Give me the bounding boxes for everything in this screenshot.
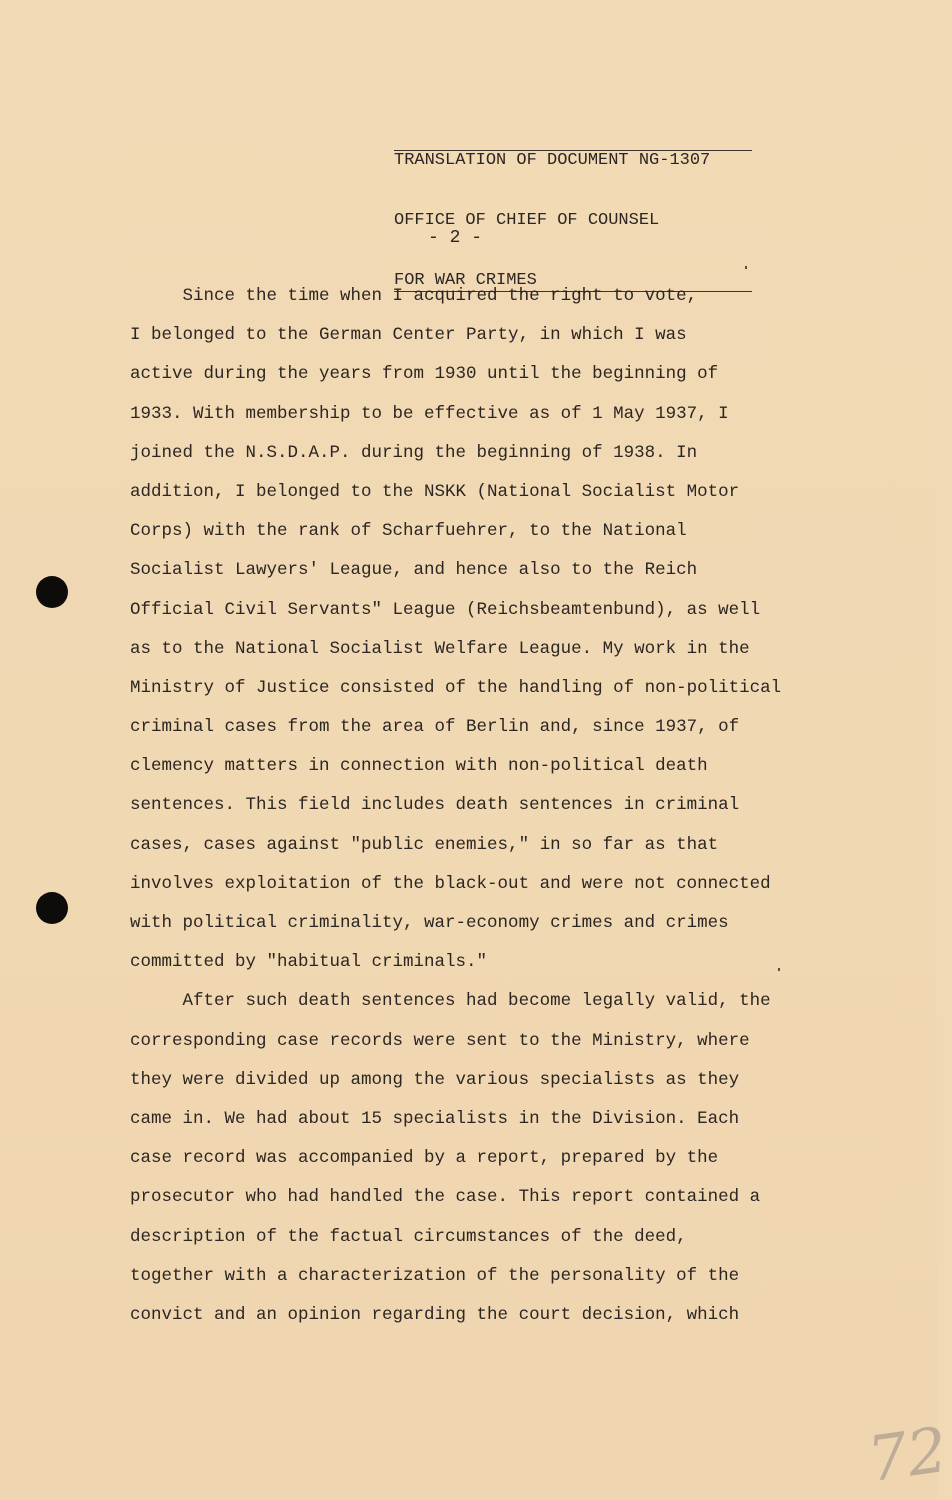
text-line: 1933. With membership to be effective as of 1 May 1937, I: [130, 403, 729, 424]
body-text: [130, 282, 870, 1340]
text-line: After such death sentences had become legally valid, the: [130, 991, 771, 1012]
header-title: TRANSLATION OF DOCUMENT NG-1307: [394, 150, 752, 171]
header-office: OFFICE OF CHIEF OF COUNSEL: [394, 211, 660, 230]
handwritten-folio-number: 72: [863, 1412, 952, 1497]
text-line: addition, I belonged to the NSKK (National Socialist Motor: [130, 481, 740, 502]
text-line: I belonged to the German Center Party, in which I was: [130, 325, 687, 346]
text-line: joined the N.S.D.A.P. during the beginning of 1938. In: [130, 442, 698, 463]
text-line: sentences. This field includes death sentences in criminal: [130, 795, 740, 816]
text-line: together with a characterization of the personality of the: [130, 1265, 740, 1286]
punch-hole: [36, 892, 68, 924]
text-line: Ministry of Justice consisted of the handling of non-political: [130, 677, 782, 698]
text-line: committed by "habitual criminals.": [130, 952, 488, 973]
text-line: Since the time when I acquired the right to vote,: [130, 286, 698, 306]
text-line: Socialist Lawyers' League, and hence also to the Reich: [130, 560, 698, 581]
text-line: active during the years from 1930 until the beginning of: [130, 364, 719, 385]
text-line: case record was accompanied by a report, prepared by the: [130, 1148, 719, 1169]
punch-hole: [36, 576, 68, 608]
text-line: involves exploitation of the black-out and were not connected: [130, 873, 771, 894]
text-line: Official Civil Servants" League (Reichsbeamtenbund), as well: [130, 599, 761, 620]
text-line: with political criminality, war-economy crimes and crimes: [130, 913, 729, 933]
text-line: clemency matters in connection with non-political death: [130, 756, 708, 777]
header-division: FOR WAR CRIMES: [394, 271, 752, 292]
text-line: they were divided up among the various specialists as they: [130, 1069, 740, 1090]
ink-speck: [745, 266, 747, 269]
text-line: as to the National Socialist Welfare League. My work in the: [130, 638, 750, 659]
text-line: criminal cases from the area of Berlin and, since 1937, of: [130, 717, 740, 738]
text-line: corresponding case records were sent to the Ministry, where: [130, 1030, 750, 1051]
text-line: cases, cases against "public enemies," in so far as that: [130, 834, 719, 855]
text-line: convict and an opinion regarding the court decision, which: [130, 1304, 740, 1325]
ink-speck: [778, 968, 780, 971]
page-number: - 2 -: [428, 228, 483, 248]
text-line: description of the factual circumstances of the deed,: [130, 1226, 687, 1247]
text-line: came in. We had about 15 specialists in the Division. Each: [130, 1108, 740, 1129]
text-line: Corps) with the rank of Scharfuehrer, to the National: [130, 521, 687, 542]
text-line: prosecutor who had handled the case. This report contained a: [130, 1187, 761, 1208]
